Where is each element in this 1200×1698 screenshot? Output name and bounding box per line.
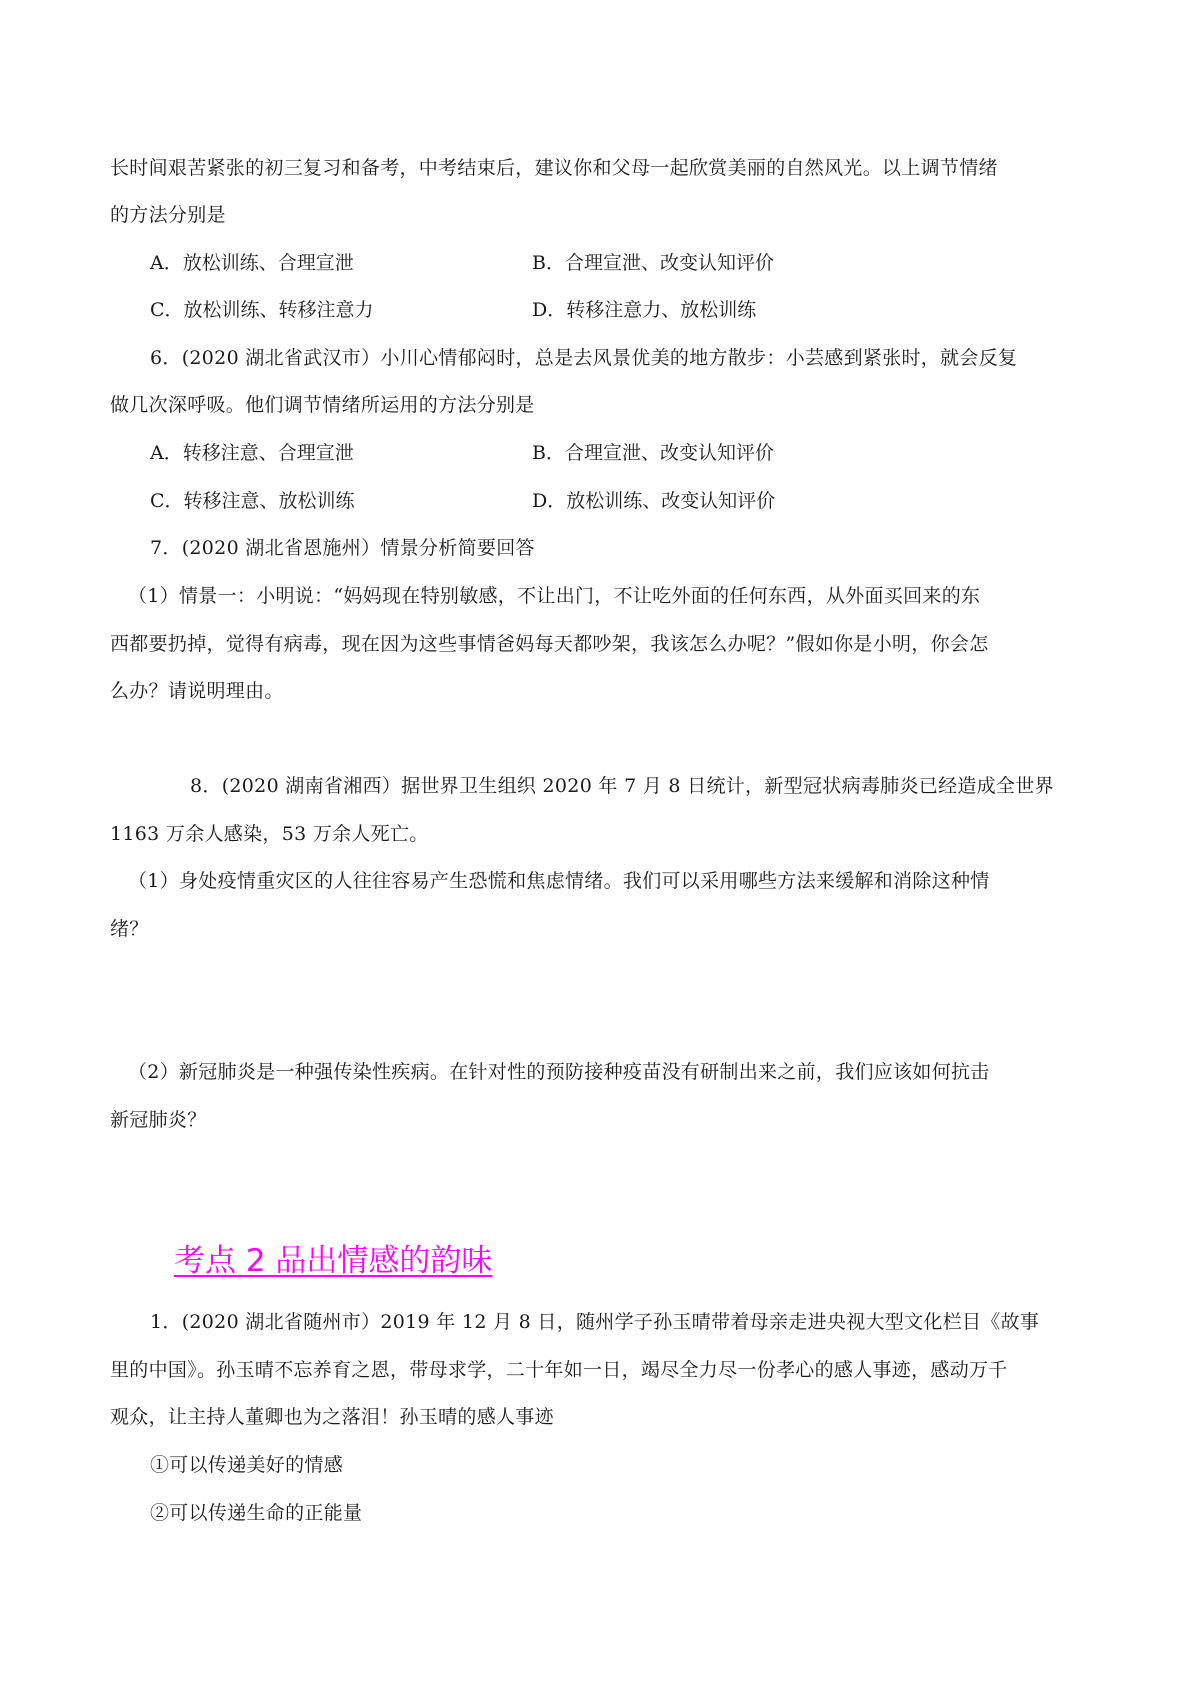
q5-option-c: C．放松训练、转移注意力	[150, 299, 374, 321]
q8-sub2-line-1: （2）新冠肺炎是一种强传染性疾病。在针对性的预防接种疫苗没有研制出来之前，我们应该如何抗击	[128, 1061, 990, 1083]
q5-stem-line-1: 长时间艰苦紧张的初三复习和备考，中考结束后，建议你和父母一起欣赏美丽的自然风光。以上调节情绪	[110, 157, 998, 179]
q8-stem-line-2: 1163 万余人感染，53 万余人死亡。	[110, 823, 429, 845]
q6-stem-line-2: 做几次深呼吸。他们调节情绪所运用的方法分别是	[110, 394, 535, 416]
s2q1-stem-line-3: 观众，让主持人董卿也为之落泪！孙玉晴的感人事迹	[110, 1406, 554, 1428]
q5-option-d: D．转移注意力、放松训练	[532, 299, 757, 321]
q6-option-a: A．转移注意、合理宣泄	[150, 442, 354, 464]
q8-sub1-line-1: （1）身处疫情重灾区的人往往容易产生恐慌和焦虑情绪。我们可以采用哪些方法来缓解和消除这种情	[128, 870, 990, 892]
s2q1-stem-line-1: 1．(2020 湖北省随州市）2019 年 12 月 8 日，随州学子孙玉晴带着母亲走进央视大型文化栏目《故事	[150, 1311, 1040, 1333]
q8-sub2-line-2: 新冠肺炎？	[110, 1109, 207, 1131]
q5-option-b: B．合理宣泄、改变认知评价	[532, 252, 774, 274]
q7-sub1-line-3: 么办？请说明理由。	[110, 680, 284, 702]
q8-stem-line-1: 8．(2020 湖南省湘西）据世界卫生组织 2020 年 7 月 8 日统计，新型冠状病毒肺炎已经造成全世界	[190, 775, 1054, 797]
s2q1-item-1: ①可以传递美好的情感	[150, 1454, 344, 1476]
q6-option-c: C．转移注意、放松训练	[150, 490, 355, 512]
q6-option-b: B．合理宣泄、改变认知评价	[532, 442, 774, 464]
q6-stem-line-1: 6．(2020 湖北省武汉市）小川心情郁闷时，总是去风景优美的地方散步：小芸感到紧张时，就会反复	[150, 347, 1018, 369]
q5-option-a: A．放松训练、合理宣泄	[150, 252, 354, 274]
q7-stem: 7．(2020 湖北省恩施州）情景分析简要回答	[150, 537, 535, 559]
q7-sub1-line-2: 西都要扔掉，觉得有病毒，现在因为这些事情爸妈每天都吵架，我该怎么办呢？”假如你是小明，你会怎	[110, 633, 989, 655]
s2q1-stem-line-2: 里的中国》。孙玉晴不忘养育之恩，带母求学，二十年如一日，竭尽全力尽一份孝心的感人事迹，感动万千	[110, 1359, 1008, 1381]
q5-stem-line-2: 的方法分别是	[110, 204, 226, 226]
section-heading: 考点 2 品出情感的韵味	[174, 1243, 493, 1279]
q8-sub1-line-2: 绪？	[110, 918, 149, 940]
q7-sub1-line-1: （1）情景一：小明说：“妈妈现在特别敏感，不让出门，不让吃外面的任何东西，从外面买回来的东	[128, 585, 981, 607]
s2q1-item-2: ②可以传递生命的正能量	[150, 1502, 363, 1524]
q6-option-d: D．放松训练、改变认知评价	[532, 490, 776, 512]
